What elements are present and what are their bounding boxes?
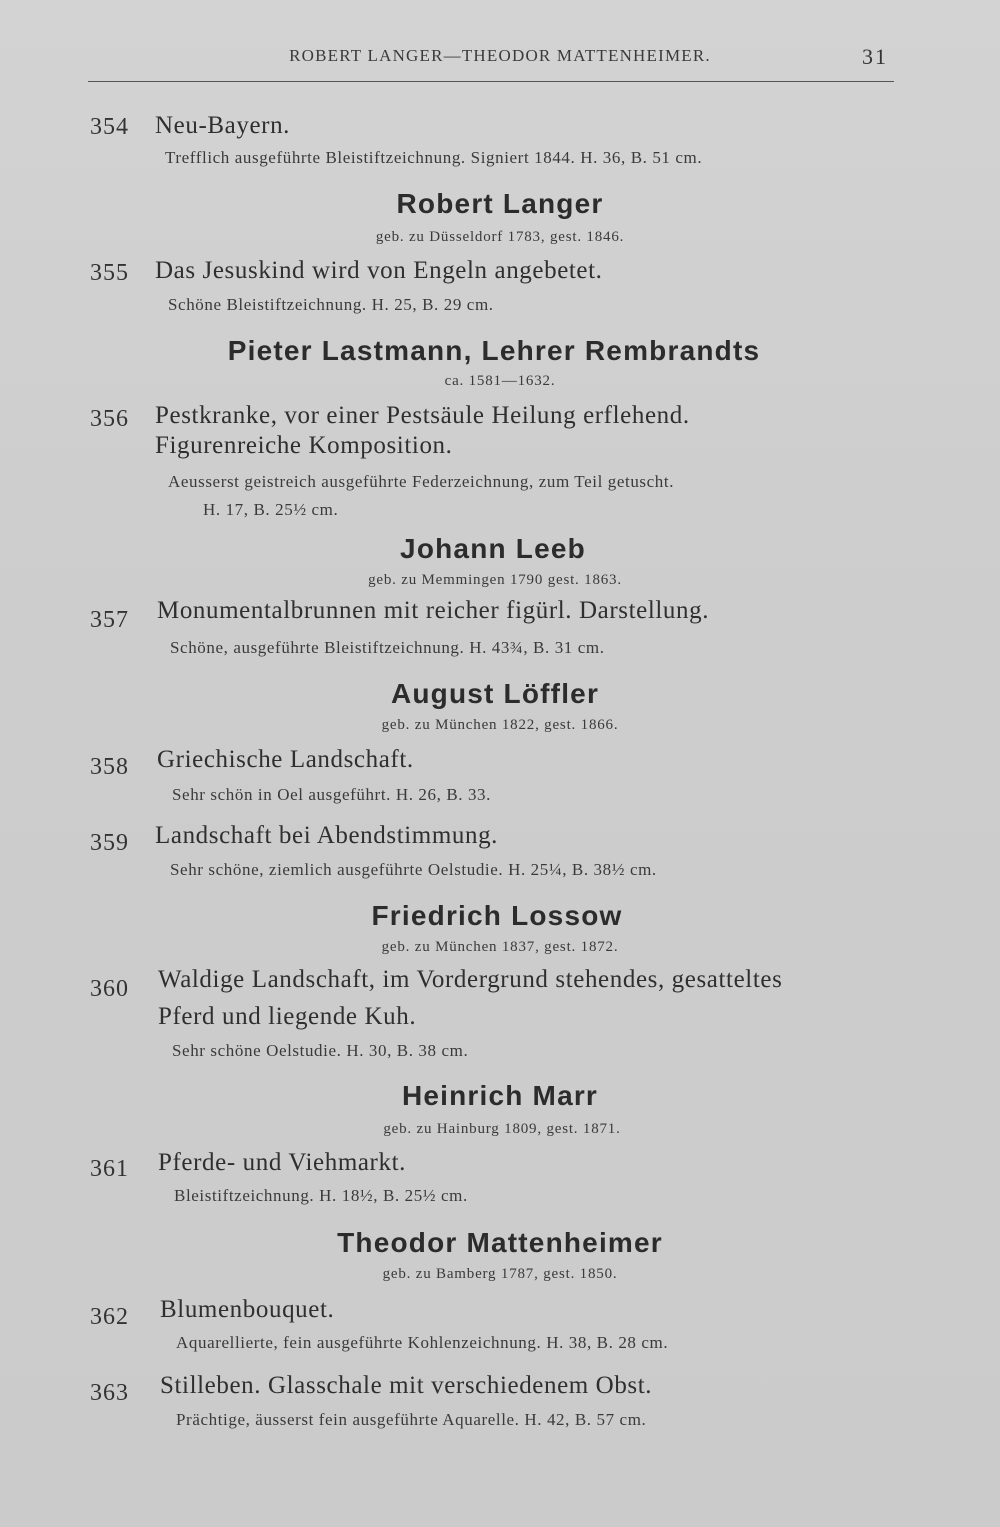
lot-number: 358 bbox=[90, 754, 129, 780]
lot-number: 362 bbox=[90, 1304, 129, 1330]
lot-description: Sehr schöne Oelstudie. H. 30, B. 38 cm. bbox=[172, 1041, 469, 1060]
artist-name: Robert Langer bbox=[396, 188, 604, 219]
artist-name: Theodor Mattenheimer bbox=[337, 1227, 663, 1258]
artist-dates: geb. zu Hainburg 1809, gest. 1871. bbox=[383, 1121, 621, 1137]
lot-number: 357 bbox=[90, 607, 129, 633]
lot-title-continued: Pferd und liegende Kuh. bbox=[158, 1003, 417, 1030]
lot-title: Landschaft bei Abendstimmung. bbox=[155, 822, 499, 849]
lot-description: Sehr schöne, ziemlich ausgeführte Oelstudie. H. 25¼, B. 38½ cm. bbox=[170, 860, 657, 879]
lot-title: Waldige Landschaft, im Vordergrund stehendes, gesatteltes bbox=[158, 966, 783, 993]
page-number: 31 bbox=[862, 44, 888, 69]
lot-title: Stilleben. Glasschale mit verschiedenem Obst. bbox=[160, 1372, 653, 1399]
artist-dates: geb. zu München 1837, gest. 1872. bbox=[381, 939, 619, 955]
artist-dates: geb. zu Bamberg 1787, gest. 1850. bbox=[382, 1266, 618, 1282]
lot-description-continued: H. 17, B. 25½ cm. bbox=[203, 500, 339, 519]
artist-dates: geb. zu München 1822, gest. 1866. bbox=[381, 717, 619, 733]
artist-name: Pieter Lastmann, Lehrer Rembrandts bbox=[227, 335, 761, 366]
lot-description: Bleistiftzeichnung. H. 18½, B. 25½ cm. bbox=[174, 1186, 468, 1205]
artist-name: Friedrich Lossow bbox=[371, 900, 623, 931]
artist-dates: geb. zu Düsseldorf 1783, gest. 1846. bbox=[375, 229, 625, 245]
lot-title: Neu-Bayern. bbox=[155, 112, 291, 139]
lot-description: Schöne, ausgeführte Bleistiftzeichnung. H. 43¾, B. 31 cm. bbox=[170, 638, 605, 657]
lot-description: Aquarellierte, fein ausgeführte Kohlenzeichnung. H. 38, B. 28 cm. bbox=[176, 1333, 669, 1352]
running-head: ROBERT LANGER—THEODOR MATTENHEIMER. bbox=[289, 46, 711, 65]
artist-dates: geb. zu Memmingen 1790 gest. 1863. bbox=[368, 572, 622, 588]
lot-title: Blumenbouquet. bbox=[160, 1296, 335, 1323]
artist-dates: ca. 1581—1632. bbox=[444, 373, 556, 389]
lot-title: Pferde- und Viehmarkt. bbox=[158, 1149, 406, 1176]
lot-number: 359 bbox=[90, 830, 129, 856]
lot-description: Schöne Bleistiftzeichnung. H. 25, B. 29 cm. bbox=[168, 295, 494, 314]
lot-description: Aeusserst geistreich ausgeführte Federzeichnung, zum Teil getuscht. bbox=[168, 472, 675, 491]
lot-description: Trefflich ausgeführte Bleistiftzeichnung. Signiert 1844. H. 36, B. 51 cm. bbox=[165, 148, 703, 167]
lot-description: Prächtige, äusserst fein ausgeführte Aquarelle. H. 42, B. 57 cm. bbox=[176, 1410, 647, 1429]
lot-title: Das Jesuskind wird von Engeln angebetet. bbox=[155, 257, 603, 284]
lot-title: Monumentalbrunnen mit reicher figürl. Darstellung. bbox=[157, 597, 710, 624]
header-rule bbox=[88, 81, 894, 82]
lot-number: 361 bbox=[90, 1156, 129, 1182]
lot-number: 360 bbox=[90, 976, 129, 1002]
artist-name: Heinrich Marr bbox=[401, 1080, 599, 1111]
lot-title-text: Pestkranke, vor einer Pestsäule Heilung erflehend. bbox=[155, 402, 690, 429]
artist-name: Johann Leeb bbox=[400, 533, 586, 564]
lot-description: Sehr schön in Oel ausgeführt. H. 26, B. 33. bbox=[172, 785, 492, 804]
artist-name: August Löffler bbox=[390, 678, 600, 709]
lot-title bbox=[155, 402, 893, 430]
lot-number: 363 bbox=[90, 1380, 129, 1406]
lot-number: 354 bbox=[90, 114, 129, 140]
lot-number: 356 bbox=[90, 406, 129, 432]
lot-title: Griechische Landschaft. bbox=[157, 746, 414, 773]
lot-number: 355 bbox=[90, 260, 129, 286]
lot-title-continued: Figurenreiche Komposition. bbox=[155, 432, 453, 459]
